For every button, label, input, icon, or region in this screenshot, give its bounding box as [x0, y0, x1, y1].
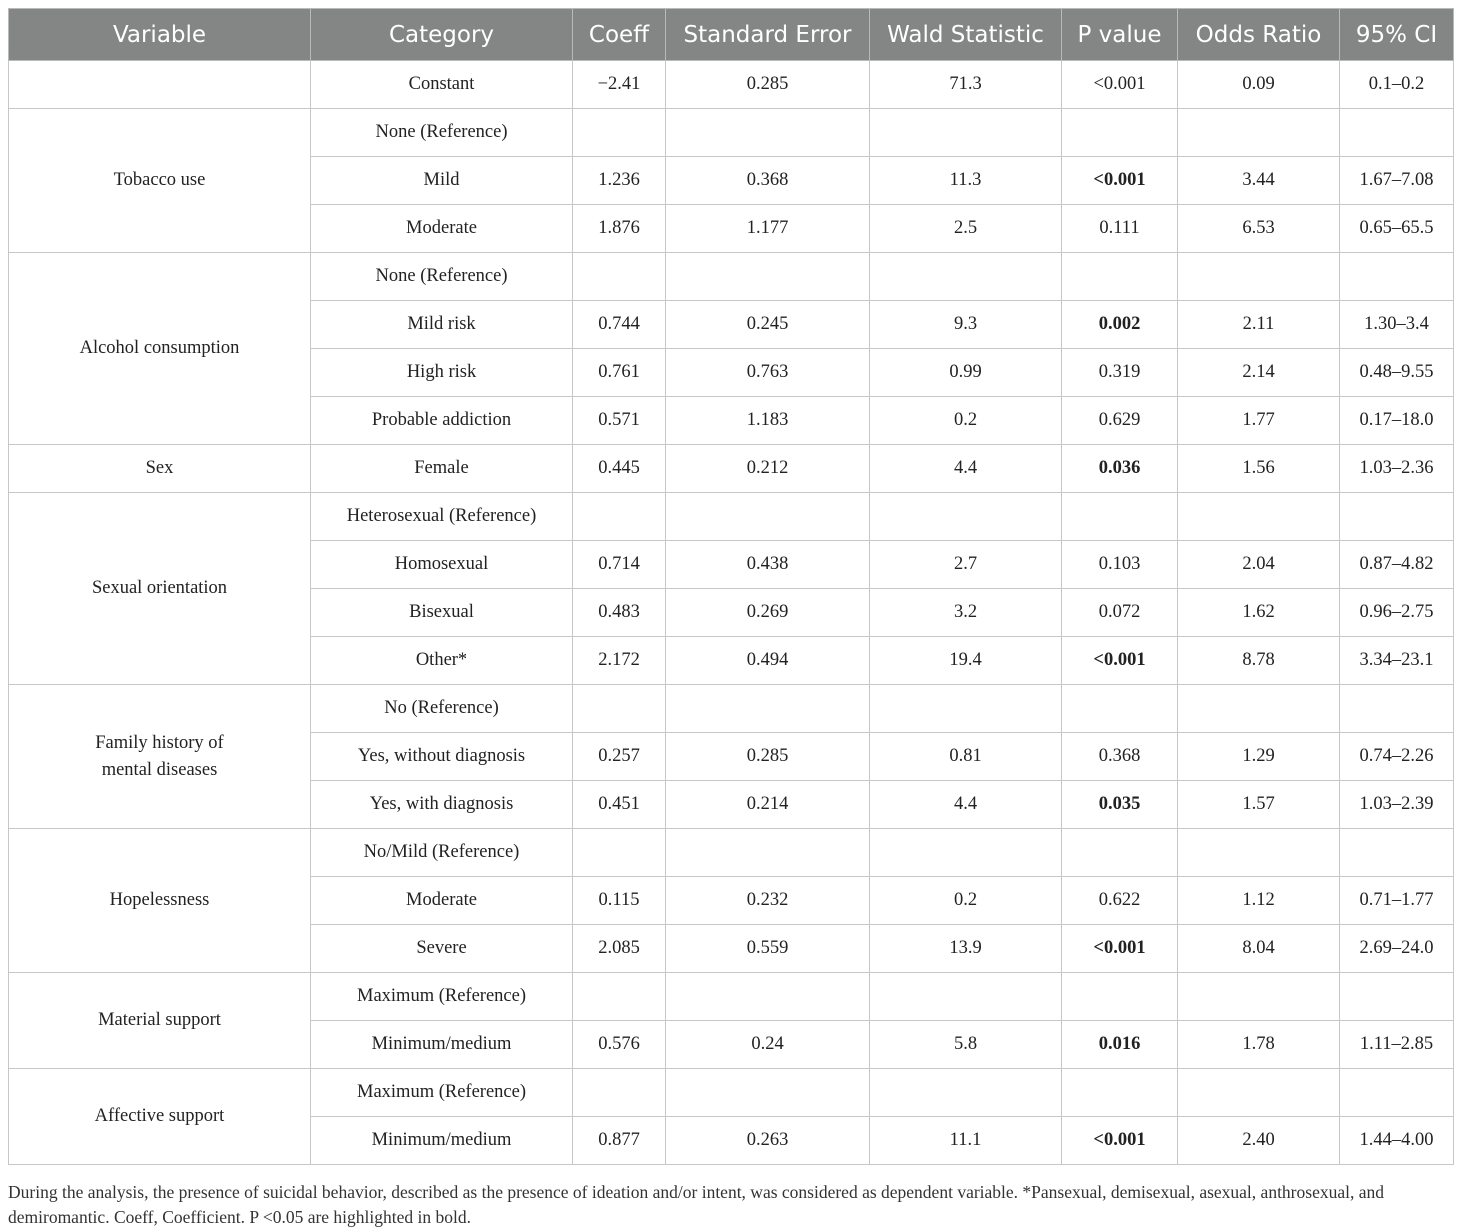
- confidence-interval-cell: 1.67–7.08: [1340, 157, 1454, 205]
- variable-cell: Sexual orientation: [9, 493, 311, 685]
- category-cell: Maximum (Reference): [311, 1069, 573, 1117]
- coeff-cell: 1.236: [573, 157, 666, 205]
- wald-statistic-cell: 71.3: [870, 61, 1062, 109]
- variable-cell: Material support: [9, 973, 311, 1069]
- category-cell: Bisexual: [311, 589, 573, 637]
- category-cell: Probable addiction: [311, 397, 573, 445]
- wald-statistic-cell: 11.3: [870, 157, 1062, 205]
- coeff-cell: −2.41: [573, 61, 666, 109]
- confidence-interval-cell: 0.87–4.82: [1340, 541, 1454, 589]
- confidence-interval-cell: 1.11–2.85: [1340, 1021, 1454, 1069]
- odds-ratio-cell: 1.77: [1178, 397, 1340, 445]
- odds-ratio-cell: [1178, 685, 1340, 733]
- confidence-interval-cell: 1.03–2.39: [1340, 781, 1454, 829]
- category-cell: None (Reference): [311, 109, 573, 157]
- confidence-interval-cell: 3.34–23.1: [1340, 637, 1454, 685]
- odds-ratio-cell: 0.09: [1178, 61, 1340, 109]
- odds-ratio-cell: 1.78: [1178, 1021, 1340, 1069]
- variable-cell: Tobacco use: [9, 109, 311, 253]
- p-value-cell: 0.072: [1062, 589, 1178, 637]
- p-value-cell: [1062, 829, 1178, 877]
- odds-ratio-cell: 2.04: [1178, 541, 1340, 589]
- header-cell: 95% CI: [1340, 9, 1454, 61]
- category-cell: No/Mild (Reference): [311, 829, 573, 877]
- confidence-interval-cell: 0.74–2.26: [1340, 733, 1454, 781]
- coeff-cell: [573, 973, 666, 1021]
- coeff-cell: 2.085: [573, 925, 666, 973]
- confidence-interval-cell: 2.69–24.0: [1340, 925, 1454, 973]
- confidence-interval-cell: 0.48–9.55: [1340, 349, 1454, 397]
- standard-error-cell: 0.245: [666, 301, 870, 349]
- odds-ratio-cell: 1.56: [1178, 445, 1340, 493]
- confidence-interval-cell: [1340, 493, 1454, 541]
- category-cell: Female: [311, 445, 573, 493]
- wald-statistic-cell: 2.5: [870, 205, 1062, 253]
- p-value-cell: <0.001: [1062, 637, 1178, 685]
- coeff-cell: 0.576: [573, 1021, 666, 1069]
- coeff-cell: 2.172: [573, 637, 666, 685]
- coeff-cell: 0.571: [573, 397, 666, 445]
- wald-statistic-cell: [870, 109, 1062, 157]
- coeff-cell: 0.483: [573, 589, 666, 637]
- wald-statistic-cell: [870, 253, 1062, 301]
- category-cell: None (Reference): [311, 253, 573, 301]
- p-value-cell: 0.016: [1062, 1021, 1178, 1069]
- coeff-cell: [573, 685, 666, 733]
- wald-statistic-cell: 0.2: [870, 877, 1062, 925]
- odds-ratio-cell: 2.40: [1178, 1117, 1340, 1165]
- header-cell: Wald Statistic: [870, 9, 1062, 61]
- p-value-cell: 0.036: [1062, 445, 1178, 493]
- standard-error-cell: 0.212: [666, 445, 870, 493]
- odds-ratio-cell: 8.78: [1178, 637, 1340, 685]
- category-cell: No (Reference): [311, 685, 573, 733]
- table-footnote: During the analysis, the presence of suicidal behavior, described as the presence of ideation and/or intent, was considered as dependent variable. *Pansexual, demisexual, asexual, anthrosexual, and demiromantic. Coeff, Coefficient. P <0.05 are highlighted in bold.: [8, 1182, 1384, 1227]
- category-cell: Moderate: [311, 877, 573, 925]
- category-cell: Moderate: [311, 205, 573, 253]
- category-cell: Severe: [311, 925, 573, 973]
- p-value-cell: 0.111: [1062, 205, 1178, 253]
- confidence-interval-cell: 0.1–0.2: [1340, 61, 1454, 109]
- coeff-cell: 0.115: [573, 877, 666, 925]
- category-cell: Maximum (Reference): [311, 973, 573, 1021]
- standard-error-cell: 0.285: [666, 61, 870, 109]
- confidence-interval-cell: [1340, 685, 1454, 733]
- p-value-cell: <0.001: [1062, 157, 1178, 205]
- p-value-cell: [1062, 109, 1178, 157]
- coeff-cell: [573, 493, 666, 541]
- wald-statistic-cell: [870, 1069, 1062, 1117]
- standard-error-cell: [666, 829, 870, 877]
- table-row: [9, 109, 1454, 157]
- header-row: [9, 9, 1454, 61]
- table-body: [9, 61, 1454, 1165]
- odds-ratio-cell: [1178, 973, 1340, 1021]
- standard-error-cell: [666, 1069, 870, 1117]
- category-cell: Constant: [311, 61, 573, 109]
- coeff-cell: [573, 1069, 666, 1117]
- p-value-cell: <0.001: [1062, 925, 1178, 973]
- coeff-cell: [573, 253, 666, 301]
- standard-error-cell: 0.285: [666, 733, 870, 781]
- odds-ratio-cell: 1.12: [1178, 877, 1340, 925]
- table-row: [9, 1069, 1454, 1117]
- wald-statistic-cell: 4.4: [870, 445, 1062, 493]
- header-cell: Category: [311, 9, 573, 61]
- table-row: [9, 253, 1454, 301]
- odds-ratio-cell: 2.14: [1178, 349, 1340, 397]
- header-cell: P value: [1062, 9, 1178, 61]
- wald-statistic-cell: 0.2: [870, 397, 1062, 445]
- odds-ratio-cell: 8.04: [1178, 925, 1340, 973]
- wald-statistic-cell: 13.9: [870, 925, 1062, 973]
- wald-statistic-cell: 4.4: [870, 781, 1062, 829]
- confidence-interval-cell: [1340, 253, 1454, 301]
- table-row: [9, 973, 1454, 1021]
- odds-ratio-cell: 1.57: [1178, 781, 1340, 829]
- standard-error-cell: [666, 685, 870, 733]
- header-cell: Coeff: [573, 9, 666, 61]
- standard-error-cell: 0.232: [666, 877, 870, 925]
- wald-statistic-cell: [870, 493, 1062, 541]
- table-row: [9, 445, 1454, 493]
- wald-statistic-cell: 0.99: [870, 349, 1062, 397]
- wald-statistic-cell: 0.81: [870, 733, 1062, 781]
- standard-error-cell: 0.269: [666, 589, 870, 637]
- wald-statistic-cell: 9.3: [870, 301, 1062, 349]
- category-cell: Mild: [311, 157, 573, 205]
- confidence-interval-cell: [1340, 1069, 1454, 1117]
- standard-error-cell: [666, 109, 870, 157]
- standard-error-cell: 0.24: [666, 1021, 870, 1069]
- table-row: [9, 493, 1454, 541]
- p-value-cell: 0.622: [1062, 877, 1178, 925]
- p-value-cell: 0.002: [1062, 301, 1178, 349]
- odds-ratio-cell: 3.44: [1178, 157, 1340, 205]
- standard-error-cell: 0.263: [666, 1117, 870, 1165]
- p-value-cell: 0.629: [1062, 397, 1178, 445]
- odds-ratio-cell: [1178, 1069, 1340, 1117]
- confidence-interval-cell: 0.65–65.5: [1340, 205, 1454, 253]
- p-value-cell: 0.103: [1062, 541, 1178, 589]
- p-value-cell: [1062, 253, 1178, 301]
- wald-statistic-cell: [870, 829, 1062, 877]
- category-cell: Heterosexual (Reference): [311, 493, 573, 541]
- confidence-interval-cell: [1340, 109, 1454, 157]
- variable-cell: Alcohol consumption: [9, 253, 311, 445]
- wald-statistic-cell: 11.1: [870, 1117, 1062, 1165]
- coeff-cell: [573, 829, 666, 877]
- wald-statistic-cell: [870, 685, 1062, 733]
- wald-statistic-cell: 2.7: [870, 541, 1062, 589]
- header-cell: Odds Ratio: [1178, 9, 1340, 61]
- confidence-interval-cell: 0.96–2.75: [1340, 589, 1454, 637]
- regression-table: [8, 8, 1454, 1165]
- confidence-interval-cell: 0.71–1.77: [1340, 877, 1454, 925]
- coeff-cell: 0.257: [573, 733, 666, 781]
- odds-ratio-cell: [1178, 253, 1340, 301]
- wald-statistic-cell: 3.2: [870, 589, 1062, 637]
- variable-cell: [9, 61, 311, 109]
- category-cell: Mild risk: [311, 301, 573, 349]
- standard-error-cell: 0.494: [666, 637, 870, 685]
- wald-statistic-cell: 19.4: [870, 637, 1062, 685]
- odds-ratio-cell: 2.11: [1178, 301, 1340, 349]
- category-cell: Homosexual: [311, 541, 573, 589]
- category-cell: Yes, with diagnosis: [311, 781, 573, 829]
- category-cell: Yes, without diagnosis: [311, 733, 573, 781]
- standard-error-cell: [666, 253, 870, 301]
- confidence-interval-cell: [1340, 829, 1454, 877]
- odds-ratio-cell: 1.62: [1178, 589, 1340, 637]
- coeff-cell: 0.445: [573, 445, 666, 493]
- standard-error-cell: 0.763: [666, 349, 870, 397]
- standard-error-cell: 0.438: [666, 541, 870, 589]
- variable-cell: Hopelessness: [9, 829, 311, 973]
- coeff-cell: 0.451: [573, 781, 666, 829]
- coeff-cell: 0.744: [573, 301, 666, 349]
- standard-error-cell: 0.214: [666, 781, 870, 829]
- p-value-cell: <0.001: [1062, 1117, 1178, 1165]
- standard-error-cell: 1.177: [666, 205, 870, 253]
- coeff-cell: 0.761: [573, 349, 666, 397]
- p-value-cell: [1062, 1069, 1178, 1117]
- p-value-cell: [1062, 493, 1178, 541]
- p-value-cell: 0.368: [1062, 733, 1178, 781]
- p-value-cell: [1062, 973, 1178, 1021]
- coeff-cell: 0.877: [573, 1117, 666, 1165]
- p-value-cell: 0.035: [1062, 781, 1178, 829]
- p-value-cell: [1062, 685, 1178, 733]
- odds-ratio-cell: [1178, 493, 1340, 541]
- confidence-interval-cell: [1340, 973, 1454, 1021]
- category-cell: Other*: [311, 637, 573, 685]
- variable-cell: Sex: [9, 445, 311, 493]
- header-cell: Variable: [9, 9, 311, 61]
- coeff-cell: [573, 109, 666, 157]
- variable-cell: Family history of mental diseases: [9, 685, 311, 829]
- standard-error-cell: [666, 493, 870, 541]
- wald-statistic-cell: [870, 973, 1062, 1021]
- standard-error-cell: [666, 973, 870, 1021]
- header-cell: Standard Error: [666, 9, 870, 61]
- standard-error-cell: 1.183: [666, 397, 870, 445]
- p-value-cell: <0.001: [1062, 61, 1178, 109]
- coeff-cell: 0.714: [573, 541, 666, 589]
- coeff-cell: 1.876: [573, 205, 666, 253]
- standard-error-cell: 0.559: [666, 925, 870, 973]
- wald-statistic-cell: 5.8: [870, 1021, 1062, 1069]
- p-value-cell: 0.319: [1062, 349, 1178, 397]
- odds-ratio-cell: 6.53: [1178, 205, 1340, 253]
- table-row: [9, 829, 1454, 877]
- odds-ratio-cell: [1178, 109, 1340, 157]
- confidence-interval-cell: 1.03–2.36: [1340, 445, 1454, 493]
- odds-ratio-cell: [1178, 829, 1340, 877]
- table-row: [9, 685, 1454, 733]
- table-row: [9, 61, 1454, 109]
- odds-ratio-cell: 1.29: [1178, 733, 1340, 781]
- standard-error-cell: 0.368: [666, 157, 870, 205]
- variable-cell: Affective support: [9, 1069, 311, 1165]
- category-cell: Minimum/medium: [311, 1021, 573, 1069]
- category-cell: Minimum/medium: [311, 1117, 573, 1165]
- confidence-interval-cell: 0.17–18.0: [1340, 397, 1454, 445]
- confidence-interval-cell: 1.30–3.4: [1340, 301, 1454, 349]
- confidence-interval-cell: 1.44–4.00: [1340, 1117, 1454, 1165]
- category-cell: High risk: [311, 349, 573, 397]
